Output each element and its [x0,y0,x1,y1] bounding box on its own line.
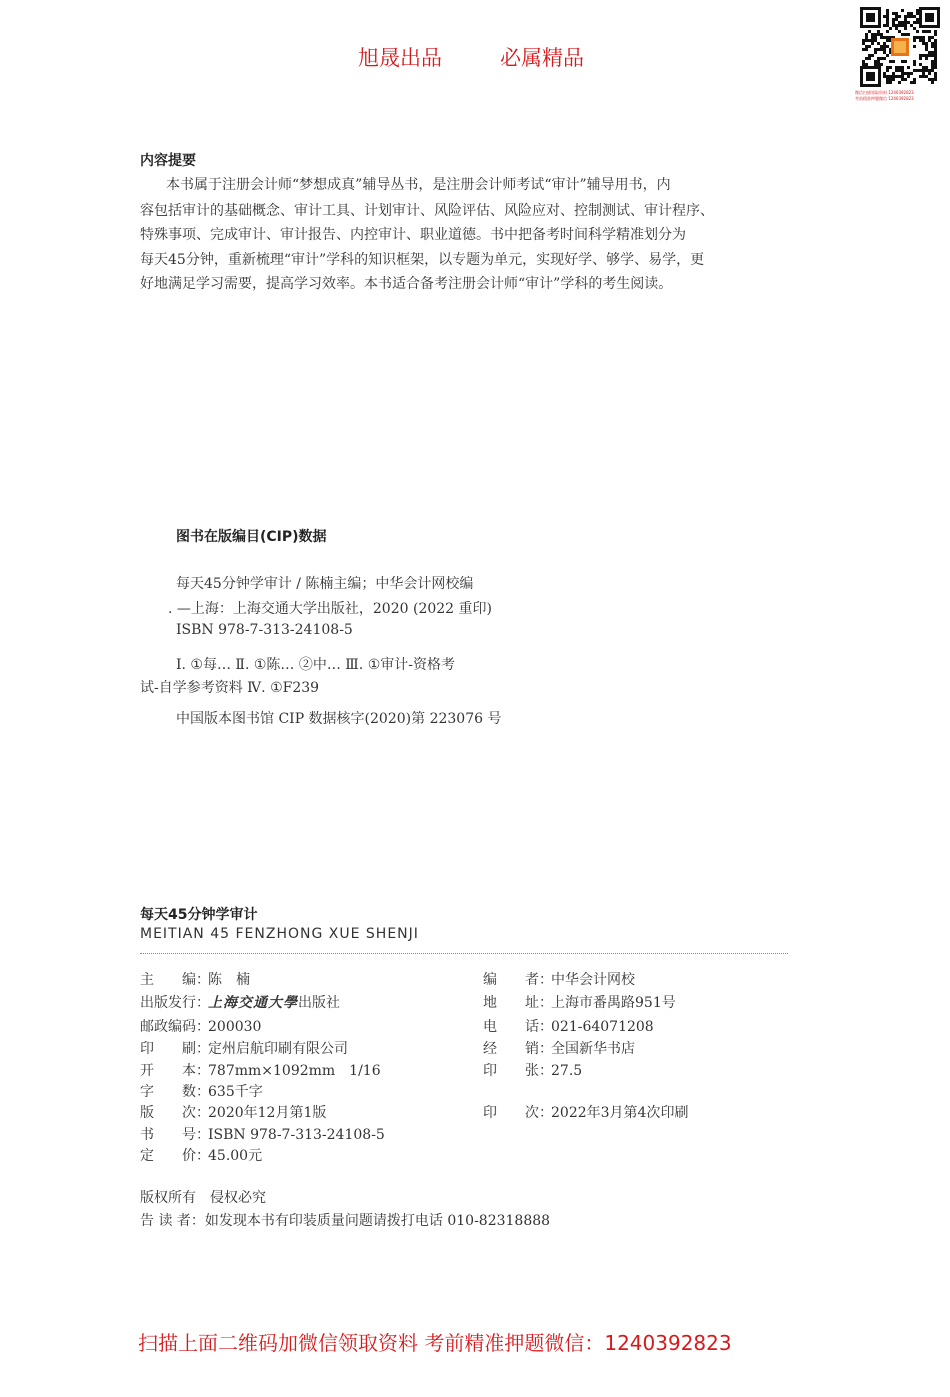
summary-line: 容包括审计的基础概念、审计工具、计划审计、风险评估、风险应对、控制测试、审计程序、 [140,203,714,219]
summary-line: 每天45分钟，重新梳理“审计”学科的知识框架，以专题为单元，实现好学、够学、易学，更 [140,252,705,268]
cip-line-4: Ⅰ. ①每… Ⅱ. ①陈… ②中… Ⅲ. ①审计-资格考 [176,657,455,673]
cip-line-6: 中国版本图书馆 CIP 数据核字(2020)第 223076 号 [176,711,502,727]
publisher-logo-text: 上海交通大學 [208,995,298,1011]
info-address: 地 址：上海市番禺路951号 [483,995,676,1011]
info-edition: 版 次：2020年12月第1版 [140,1105,327,1121]
cip-title: 图书在版编目(CIP)数据 [176,529,327,545]
qr-code-image [857,4,943,90]
info-publisher: 出版发行：上海交通大學出版社 [140,995,340,1011]
summary-title: 内容提要 [140,153,196,169]
cip-line-5: 试-自学参考资料 Ⅳ. ①F239 [140,680,320,696]
info-printing: 印 次：2022年3月第4次印刷 [483,1105,689,1121]
info-word-count: 字 数：635千字 [140,1084,263,1100]
info-sheets: 印 张：27.5 [483,1063,583,1079]
qr-code[interactable] [857,4,947,108]
summary-line: 本书属于注册会计师“梦想成真”辅导丛书，是注册会计师考试“审计”辅导用书，内 [166,177,671,193]
summary-line: 好地满足学习需要，提高学习效率。本书适合备考注册会计师“审计”学科的考生阅读。 [140,276,673,292]
info-printer: 印 刷：定州启航印刷有限公司 [140,1041,348,1057]
reader-notice: 告 读 者：如发现本书有印装质量问题请拨打电话 010-82318888 [140,1213,551,1229]
header-right-text: 必属精品 [500,46,584,70]
header-left-text: 旭晟出品 [358,46,442,70]
book-title-cn: 每天45分钟学审计 [140,907,258,923]
info-phone: 电 话：021-64071208 [483,1019,654,1035]
info-format: 开 本：787mm×1092mm 1/16 [140,1063,381,1079]
cip-line-1: 每天45分钟学审计 / 陈楠主编；中华会计网校编 [176,576,474,592]
qr-note-line2: 考前精准押题微信 1240392823 [855,96,914,101]
info-isbn: 书 号：ISBN 978-7-313-24108-5 [140,1127,385,1143]
info-distributor: 经 销：全国新华书店 [483,1041,635,1057]
info-price: 定 价：45.00元 [140,1148,263,1164]
cip-line-2: . —上海：上海交通大学出版社，2020 (2022 重印) [168,601,492,617]
info-compiler: 编 者：中华会计网校 [483,972,635,988]
rights-line: 版权所有 侵权必究 [140,1190,266,1206]
summary-line: 特殊事项、完成审计、审计报告、内控审计、职业道德。书中把备考时间科学精准划分为 [140,227,686,243]
cip-isbn: ISBN 978-7-313-24108-5 [176,622,353,638]
footer-promo-text: 扫描上面二维码加微信领取资料 考前精准押题微信：1240392823 [138,1331,732,1355]
book-title-en: MEITIAN 45 FENZHONG XUE SHENJI [140,926,419,942]
divider-dotted [140,953,788,954]
info-postcode: 邮政编码：200030 [140,1019,262,1035]
info-editor-in-chief: 主 编：陈 楠 [140,972,250,988]
qr-note-line1: 微信扫描领取资料 1240392823 [855,90,914,95]
